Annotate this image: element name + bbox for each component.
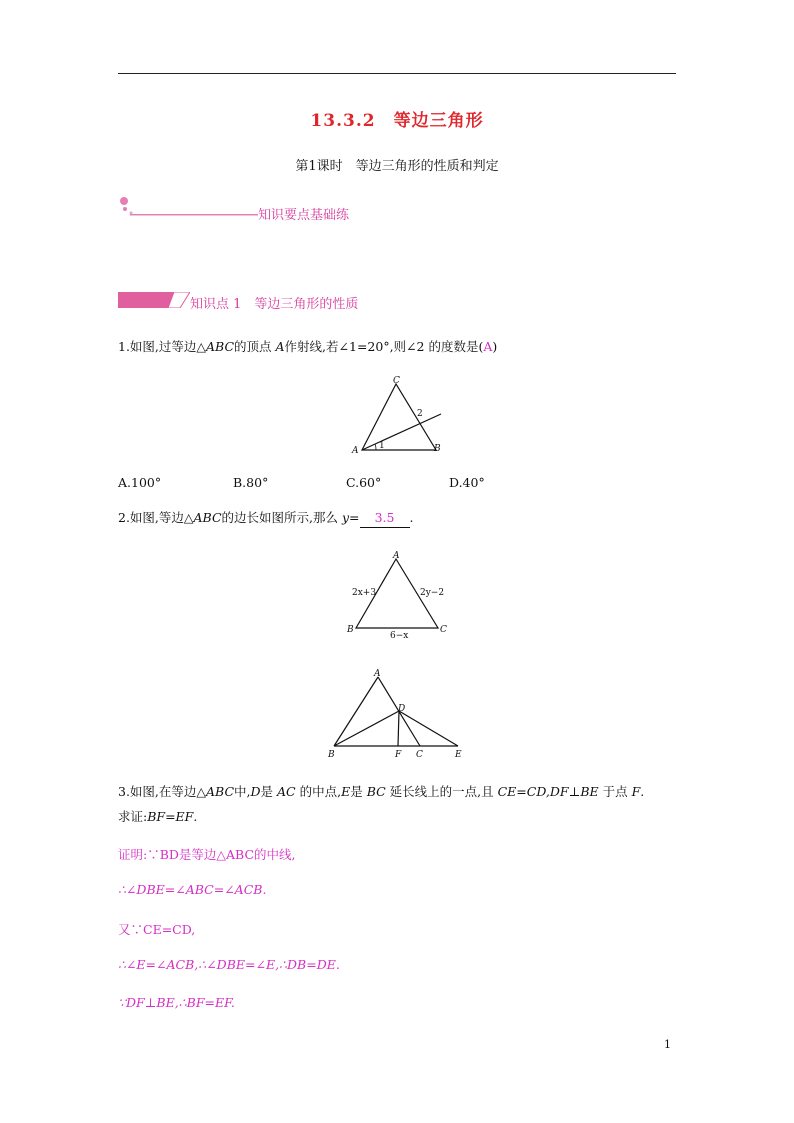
choice-d: D.40° <box>449 475 485 490</box>
q2-label-a: A <box>393 551 400 561</box>
q3-label-f: F <box>395 750 402 760</box>
q2-side-bottom: 6−x <box>390 631 409 641</box>
question-1-figure <box>346 372 446 458</box>
q3-label-d: D <box>398 704 406 714</box>
knowledge-point-label: 知识点 1 等边三角形的性质 <box>190 297 359 312</box>
header-rule <box>118 73 676 74</box>
question-2-stem: 2.如图,等边△ABC的边长如图所示,那么 y= 3.5 . <box>118 509 414 528</box>
q2-label-c: C <box>440 625 447 635</box>
proof-line-1: 证明:∵BD是等边△ABC的中线, <box>118 847 296 862</box>
q1-angle-2: 2 <box>417 409 423 419</box>
q3-label-e: E <box>455 750 462 760</box>
banner-line <box>130 214 258 215</box>
proof-line-4: ∴∠E=∠ACB,∴∠DBE=∠E,∴DB=DE. <box>118 957 340 972</box>
proof-line-2: ∴∠DBE=∠ABC=∠ACB. <box>118 882 267 897</box>
q2-side-right: 2y−2 <box>420 588 445 598</box>
lesson-subtitle: 第1课时 等边三角形的性质和判定 <box>295 159 499 174</box>
question-2-figure <box>344 549 450 641</box>
proof-line-3: 又∵CE=CD, <box>118 922 196 937</box>
question-2-answer-blank: 3.5 <box>360 509 410 528</box>
page-number: 1 <box>664 1038 671 1051</box>
q3-label-c: C <box>416 750 423 760</box>
question-3-stem: 3.如图,在等边△ABC中,D是 AC 的中点,E是 BC 延长线上的一点,且 CE=CD,DF⊥BE 于点 F. <box>118 784 645 799</box>
q3-label-a: A <box>374 669 381 679</box>
q3-label-b: B <box>328 750 335 760</box>
q1-label-b: B <box>434 444 441 454</box>
q1-label-c: C <box>393 376 400 386</box>
choice-a: A.100° <box>118 475 162 490</box>
q2-label-b: B <box>347 625 354 635</box>
question-3-figure <box>326 666 472 762</box>
section-label: 知识要点基础练 <box>258 208 350 223</box>
question-1-answer: A <box>483 339 493 354</box>
proof-line-5: ∵DF⊥BE,∴BF=EF. <box>118 995 235 1010</box>
question-3-goal: 求证:BF=EF. <box>118 809 198 824</box>
choice-c: C.60° <box>346 475 382 490</box>
q1-angle-1: 1 <box>379 441 385 451</box>
q1-label-a: A <box>352 446 359 456</box>
knowledge-point-tag <box>118 292 190 308</box>
choice-b: B.80° <box>233 475 269 490</box>
question-1-stem: 1.如图,过等边△ABC的顶点 A作射线,若∠1=20°,则∠2 的度数是(A) <box>118 339 498 354</box>
page-title: 13.3.2 等边三角形 <box>310 111 484 131</box>
banner-dot-small <box>123 207 127 211</box>
banner-dot-large <box>120 197 128 205</box>
q2-side-left: 2x+3 <box>352 588 377 598</box>
